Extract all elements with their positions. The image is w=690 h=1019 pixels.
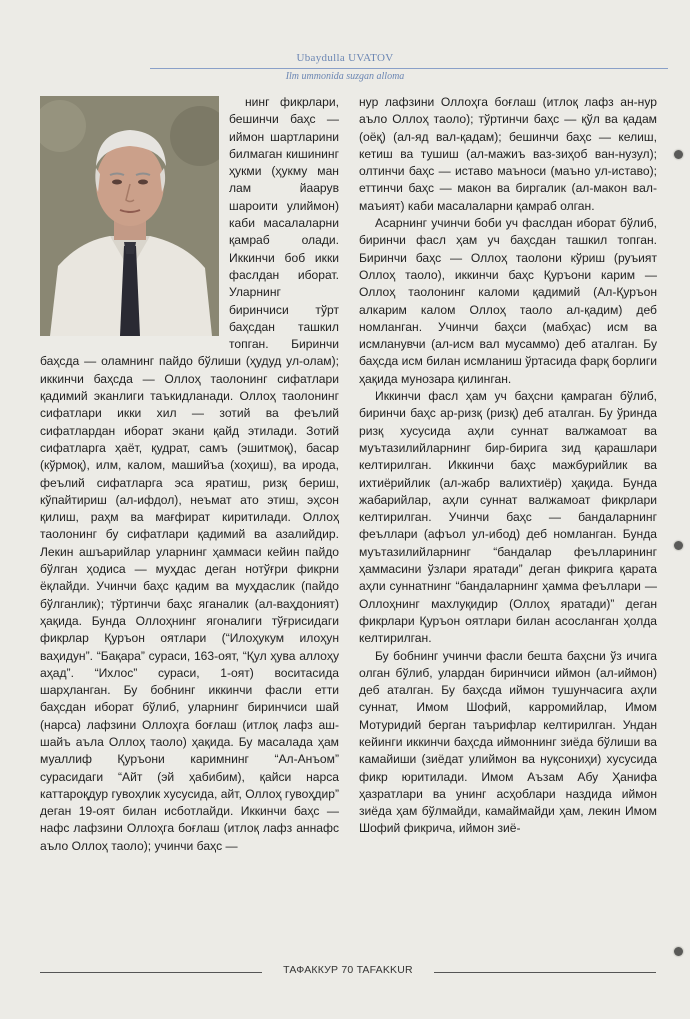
right-paragraph-1: нур лафзини Оллоҳга боғлаш (итлоқ лафз ан-нур аъло Оллоҳ таоло); тўртинчи баҳс — қўл ва қадам (оёқ) (ал-яд вал-қадам); бешинчи баҳс — келиш, кетиш ва тушиш (ал-мажиъ ваз-зиҳоб ван-нузул); олтинчи баҳс — иставо маъноси (маъно ул-иставо); еттинчи баҳс — макон ва биргалик (ал-макон вал-маъият) каби масалаларни қамраб олган. (359, 95, 657, 213)
footer-rule-right (434, 972, 656, 973)
footer-rule-left (40, 972, 262, 973)
right-paragraph-4: Бу бобнинг учинчи фасли бешта баҳсни ўз ичига олган бўлиб, улардан биринчиси иймон (ал-иймон) деб аталган. Бу баҳсда иймон тушунчасига аҳли суннат, Имом Шофий, карромийлар, Имом Мотуридий берган таърифлар келтирилган. Ундан кейинги иккинчи баҳсда иймоннинг зиёда бўлиши ва камайиши (зиёдат улиймон ва нуқсониҳи) хусусида фикр юритилади. Имом Аъзам Абу Ҳанифа ҳазратлари ва унинг асҳоблари наздида иймон зиёда ҳам бўлмайди, камаймайди ҳам, лекин Имом Шофий фикрича, иймон зиё- (359, 648, 657, 836)
portrait-photo-icon (40, 96, 219, 336)
binding-hole-bottom (674, 947, 683, 956)
portrait-photo (40, 96, 219, 336)
right-column (359, 94, 657, 838)
header-subtitle: Ilm ummonida suzgan alloma (285, 71, 405, 82)
binding-hole-middle (674, 541, 683, 550)
right-paragraph-2: Асарнинг учинчи боби уч фаслдан иборат бўлиб, биринчи фасл ҳам уч баҳсдан ташкил топган. Биринчи баҳс — Оллоҳ таолони кўриш (руъият Оллоҳ таоло), иккинчи баҳс Қуръони карим — Оллоҳ таолонинг каломи қадимий (Ал-Қуръон алкарим калом Оллоҳ таоло ал-қадим) деб номланган. Учинчи баҳси (мабҳас) исм ва исмланувчи (ал-исм вал мусаммо) деб аталган. Бу баҳсда исм билан исмланиш ўртасида фарқ борлиги ҳақида мунозара қилинган. (359, 216, 657, 386)
left-column (40, 94, 339, 855)
footer-page-number: ТАФАККУР 70 TAFAKKUR (283, 964, 413, 976)
header-author: Ubaydulla UVATOV (296, 52, 394, 64)
header-rule (150, 68, 668, 69)
right-paragraph-3: Иккинчи фасл ҳам уч баҳсни қамраган бўлиб, биринчи баҳс ар-ризқ (ризқ) деб аталган. Бу ўринда ризқ хусусида аҳли суннат валжамоат ва муътазилийларнинг бир-бирига зид қарашлари келтирилган. Иккинчи баҳс мажбурийлик ва ихтиёрийлик (ал-жабр валихтиёр) ҳақида. Бунда жабарийлар, аҳли суннат валжамоат фикрлари келтирилган. Учинчи баҳс — бандаларнинг феъллари (афъол ул-ибод) деб номланган. Бунда муътазилийларнинг “бандалар феълларининг ҳаммасини ўзлари яратади” деган фикрига қарата аҳли суннатнинг “бандаларнинг ҳамма феъллари — Оллоҳнинг махлуқидир (Оллоҳ яратади)” деган фикрлари Қуръон оятлари билан асосланган ҳолда келтирилган. (359, 389, 657, 646)
left-column-text: нинг фикрлари, бешинчи баҳс — иймон шартларини билмаган кишининг ҳукми (ҳукму ман лам йаарув шароити улиймон) каби масалаларни қамраб олади. Иккинчи боб икки фаслдан иборат. Уларнинг биринчиси тўрт баҳсдан ташкил топган. Биринчи баҳсда — оламнинг пайдо бўлиши (ҳудуд ул-олам); иккинчи баҳсда — Оллоҳ таолонинг сифатлари қадимий эканлиги таъкидланади. Оллоҳ таолонинг сифатлари икки хил — зотий ва феълий сифатлардан иборат экани қайд этилади. Зотий сифатларга ҳаёт, қудрат, самъ (эшитмоқ), басар (кўрмоқ), илм, калом, машийъа (хоҳиш), ва ирода, феълий сифатларга эса яратиш, ризқ бериш, кўпайтириш (ал-ифдол), неъмат ато этиш, эҳсон қилиш, раҳм ва мағфират киритилади. Оллоҳ таолонинг бу сифатлари қадимий ва азалийдир. Лекин ашъарийлар уларнинг ҳаммаси кейин пайдо бўлган ҳодиса — муҳдас деган нотўғри фикрни ёқлайди. Учинчи баҳс қадим ва муҳдаслик (пайдо бўлганлик); тўртинчи баҳс яганалик (ал-ваҳдоният) ҳақида. Бунда Оллоҳнинг ягоналиги тўғрисидаги фикрлар Қуръон оятлари (“Илоҳукум илоҳун ваҳидун”. “Бақара” сураси, 163-оят, “Қул ҳува аллоҳу аҳад”. “Ихлос” сураси, 1-оят) воситасида шарҳланган. Бу бобнинг иккинчи фасли етти баҳсдан иборат бўлиб, уларнинг биринчиси шай (нарса) лафзини Оллоҳга боғлаш (итлоқ лафз аш-шайъ аъла Оллоҳ таоло) ҳақида. Бу масалада ҳам муаллиф Қуръони каримнинг “Ал-Анъом” сурасидаги “Айт (эй ҳабибим), қайси нарса каттароқдур гувоҳлик хусусида, айт, Оллоҳ гувоҳдир” деган 19-оят билан исботлайди. Иккинчи баҳс — нафс лафзини Оллоҳга боғлаш (итлоқ лафз аннафс аъло Оллоҳ таоло); учинчи баҳс — (40, 95, 339, 853)
binding-hole-top (674, 150, 683, 159)
